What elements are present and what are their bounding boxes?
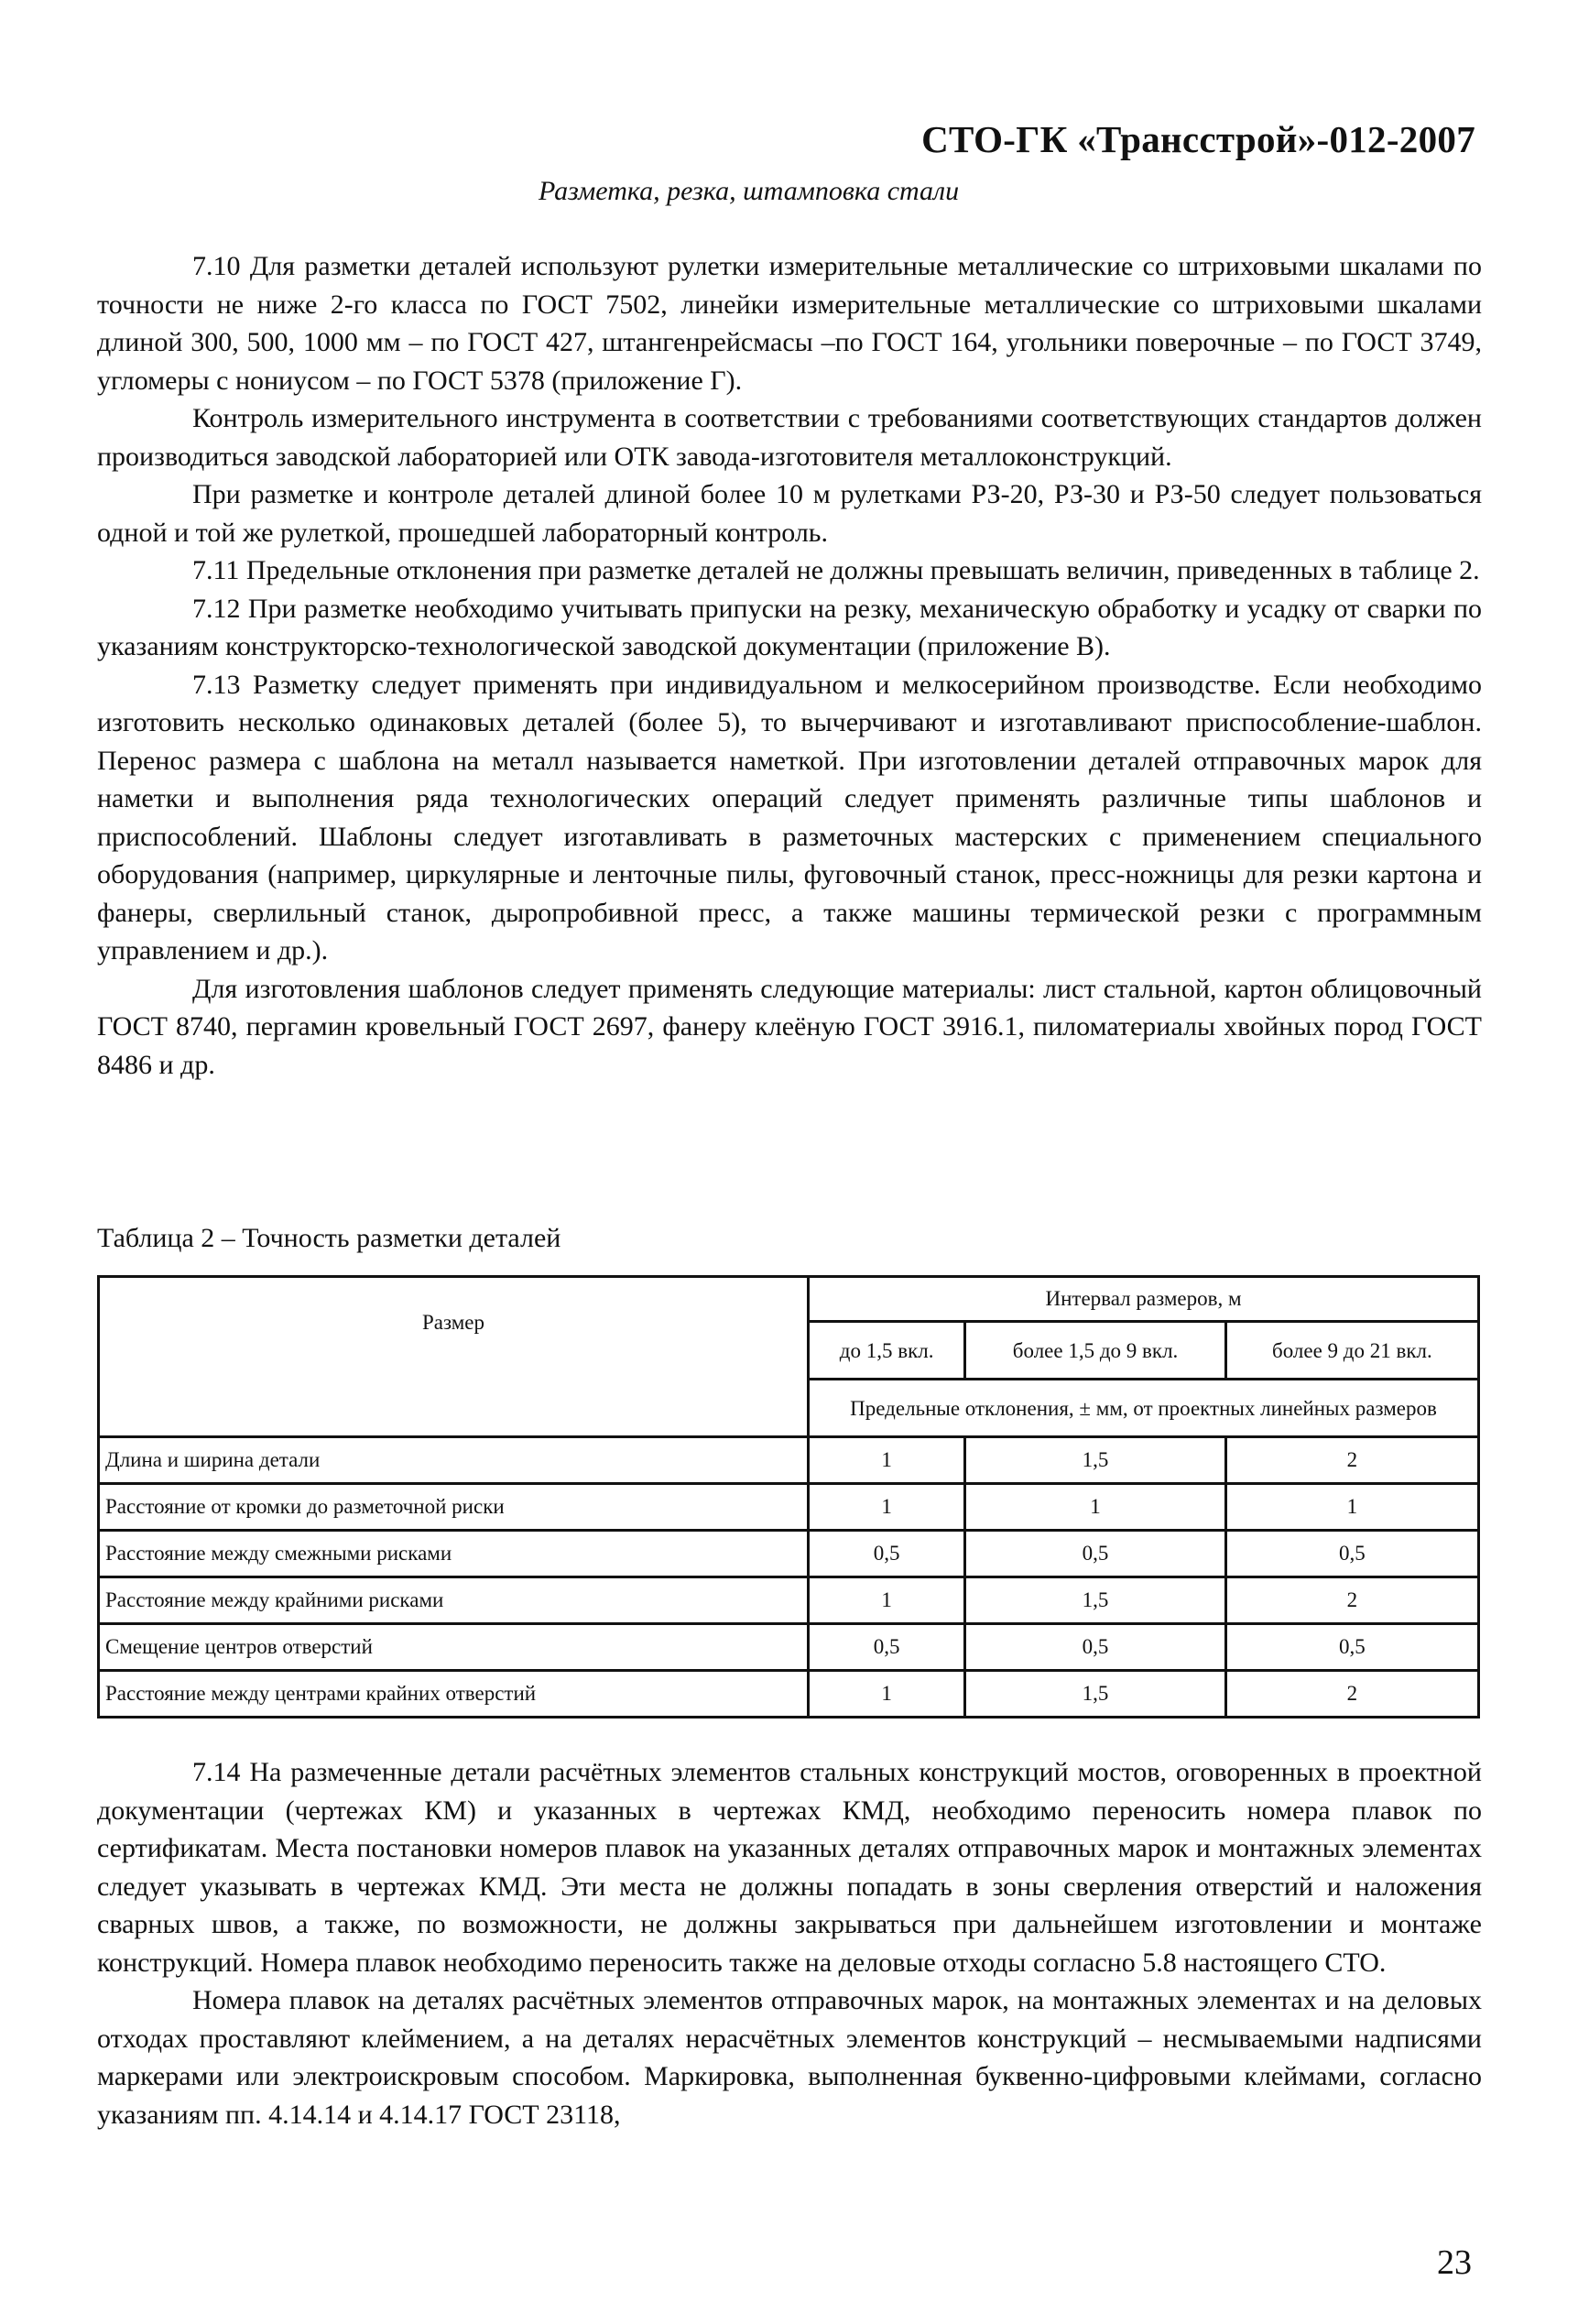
table-cell: 1 (809, 1437, 965, 1484)
table-cell: 1,5 (965, 1437, 1226, 1484)
table-cell-name: Расстояние между крайними рисками (99, 1577, 809, 1624)
table-cell: 1,5 (965, 1671, 1226, 1718)
table-cell: 1 (965, 1484, 1226, 1531)
table-header-interval: Интервал размеров, м (809, 1277, 1479, 1322)
table-cell: 0,5 (1225, 1624, 1478, 1671)
table-row (99, 1484, 1479, 1531)
body-text-top (97, 247, 1482, 1084)
table-cell: 2 (1225, 1437, 1478, 1484)
table-row (99, 1671, 1479, 1718)
table-cell: 0,5 (965, 1531, 1226, 1577)
document-code: СТО-ГК «Трансстрой»-012-2007 (921, 118, 1475, 160)
page-number: 23 (1437, 2243, 1472, 2282)
table-cell: 2 (1225, 1577, 1478, 1624)
table-cell: 1,5 (965, 1577, 1226, 1624)
paragraph: Для изготовления шаблонов следует применять следующие материалы: лист стальной, картон облицовочный ГОСТ 8740, пергамин кровельный ГОСТ 2697, фанеру клеёную ГОСТ 3916.1, пиломатериалы хвойных пород ГОСТ 8486 и др. (97, 973, 1482, 1080)
paragraph: 7.12 При разметке необходимо учитывать припуски на резку, механическую обработку и усадку от сварки по указаниям конструкторско-технологической заводской документации (приложение В). (97, 593, 1482, 661)
table-cell: 0,5 (809, 1624, 965, 1671)
table-cell: 0,5 (809, 1531, 965, 1577)
table-cell: 2 (1225, 1671, 1478, 1718)
table-header-range: более 9 до 21 вкл. (1225, 1322, 1478, 1380)
table-header-range: более 1,5 до 9 вкл. (965, 1322, 1226, 1380)
body-text-bottom (97, 1753, 1482, 2133)
table-cell: 0,5 (1225, 1531, 1478, 1577)
table-cell: 1 (809, 1577, 965, 1624)
document-subtitle: Разметка, резка, штамповка стали (539, 176, 960, 206)
table-cell-name: Длина и ширина детали (99, 1437, 809, 1484)
table-caption: Таблица 2 – Точность разметки деталей (97, 1223, 561, 1253)
table-cell: 1 (809, 1484, 965, 1531)
table-row (99, 1531, 1479, 1577)
table-header-size: Размер (99, 1277, 809, 1437)
table-cell-name: Расстояние между центрами крайних отверстий (99, 1671, 809, 1718)
paragraph: Контроль измерительного инструмента в соответствии с требованиями соответствующих стандартов должен производиться заводской лабораторией или ОТК завода-изготовителя металлоконструкций. (97, 403, 1482, 472)
table-header-deviation: Предельные отклонения, ± мм, от проектных линейных размеров (809, 1380, 1479, 1437)
paragraph: При разметке и контроле деталей длиной более 10 м рулетками РЗ-20, РЗ-30 и РЗ-50 следует пользоваться одной и той же рулеткой, прошедшей лабораторный контроль. (97, 479, 1482, 548)
paragraph: Номера плавок на деталях расчётных элементов отправочных марок, на монтажных элементах и на деловых отходах проставляют клеймением, а на деталях нерасчётных элементов конструкций – несмываемыми надписями маркерами или электроискровым способом. Маркировка, выполненная буквенно-цифровыми клеймами, согласно указаниям пп. 4.14.14 и 4.14.17 ГОСТ 23118, (97, 1985, 1482, 2130)
table-cell: 1 (809, 1671, 965, 1718)
paragraph: 7.13 Разметку следует применять при индивидуальном и мелкосерийном производстве. Если необходимо изготовить несколько одинаковых деталей (более 5), то вычерчивают и изготавливают приспособление-шаблон. Перенос размера с шаблона на металл называется наметкой. При изготовлении деталей отправочных марок для наметки и выполнения ряда технологических операций следует применять различные типы шаблонов и приспособлений. Шаблоны следует изготавливать в разметочных мастерских с применением специального оборудования (например, циркулярные и ленточные пилы, фуговочный станок, пресс-ножницы для резки картона и фанеры, сверлильный станок, дыропробивной пресс, а также машины термической резки с программным управлением и др.). (97, 669, 1482, 966)
table-cell-name: Расстояние от кромки до разметочной риски (99, 1484, 809, 1531)
table-row (99, 1577, 1479, 1624)
paragraph: 7.10 Для разметки деталей используют рулетки измерительные металлические со штриховыми шкалами по точности не ниже 2-го класса по ГОСТ 7502, линейки измерительные металлические со штриховыми шкалами длиной 300, 500, 1000 мм – по ГОСТ 427, штангенрейсмасы –по ГОСТ 164, угольники поверочные – по ГОСТ 3749, угломеры с нониусом – по ГОСТ 5378 (приложение Г). (97, 251, 1482, 396)
table-cell: 0,5 (965, 1624, 1226, 1671)
table-row (99, 1624, 1479, 1671)
paragraph: 7.14 На размеченные детали расчётных элементов стальных конструкций мостов, оговоренных в проектной документации (чертежах КМ) и указанных в чертежах КМД, необходимо переносить номера плавок по сертификатам. Места постановки номеров плавок на указанных деталях отправочных марок и монтажных элементах следует указывать в чертежах КМД. Эти места не должны попадать в зоны сверления отверстий и наложения сварных швов, а также, по возможности, не должны закрываться при дальнейшем изготовлении и монтаже конструкций. Номера плавок необходимо переносить также на деловые отходы согласно 5.8 настоящего СТО. (97, 1757, 1482, 1978)
table-cell-name: Расстояние между смежными рисками (99, 1531, 809, 1577)
table-cell-name: Смещение центров отверстий (99, 1624, 809, 1671)
table-cell: 1 (1225, 1484, 1478, 1531)
table-header-range: до 1,5 вкл. (809, 1322, 965, 1380)
table-row (99, 1437, 1479, 1484)
paragraph: 7.11 Предельные отклонения при разметке деталей не должны превышать величин, приведенных в таблице 2. (192, 555, 1480, 585)
accuracy-table (97, 1275, 1480, 1718)
